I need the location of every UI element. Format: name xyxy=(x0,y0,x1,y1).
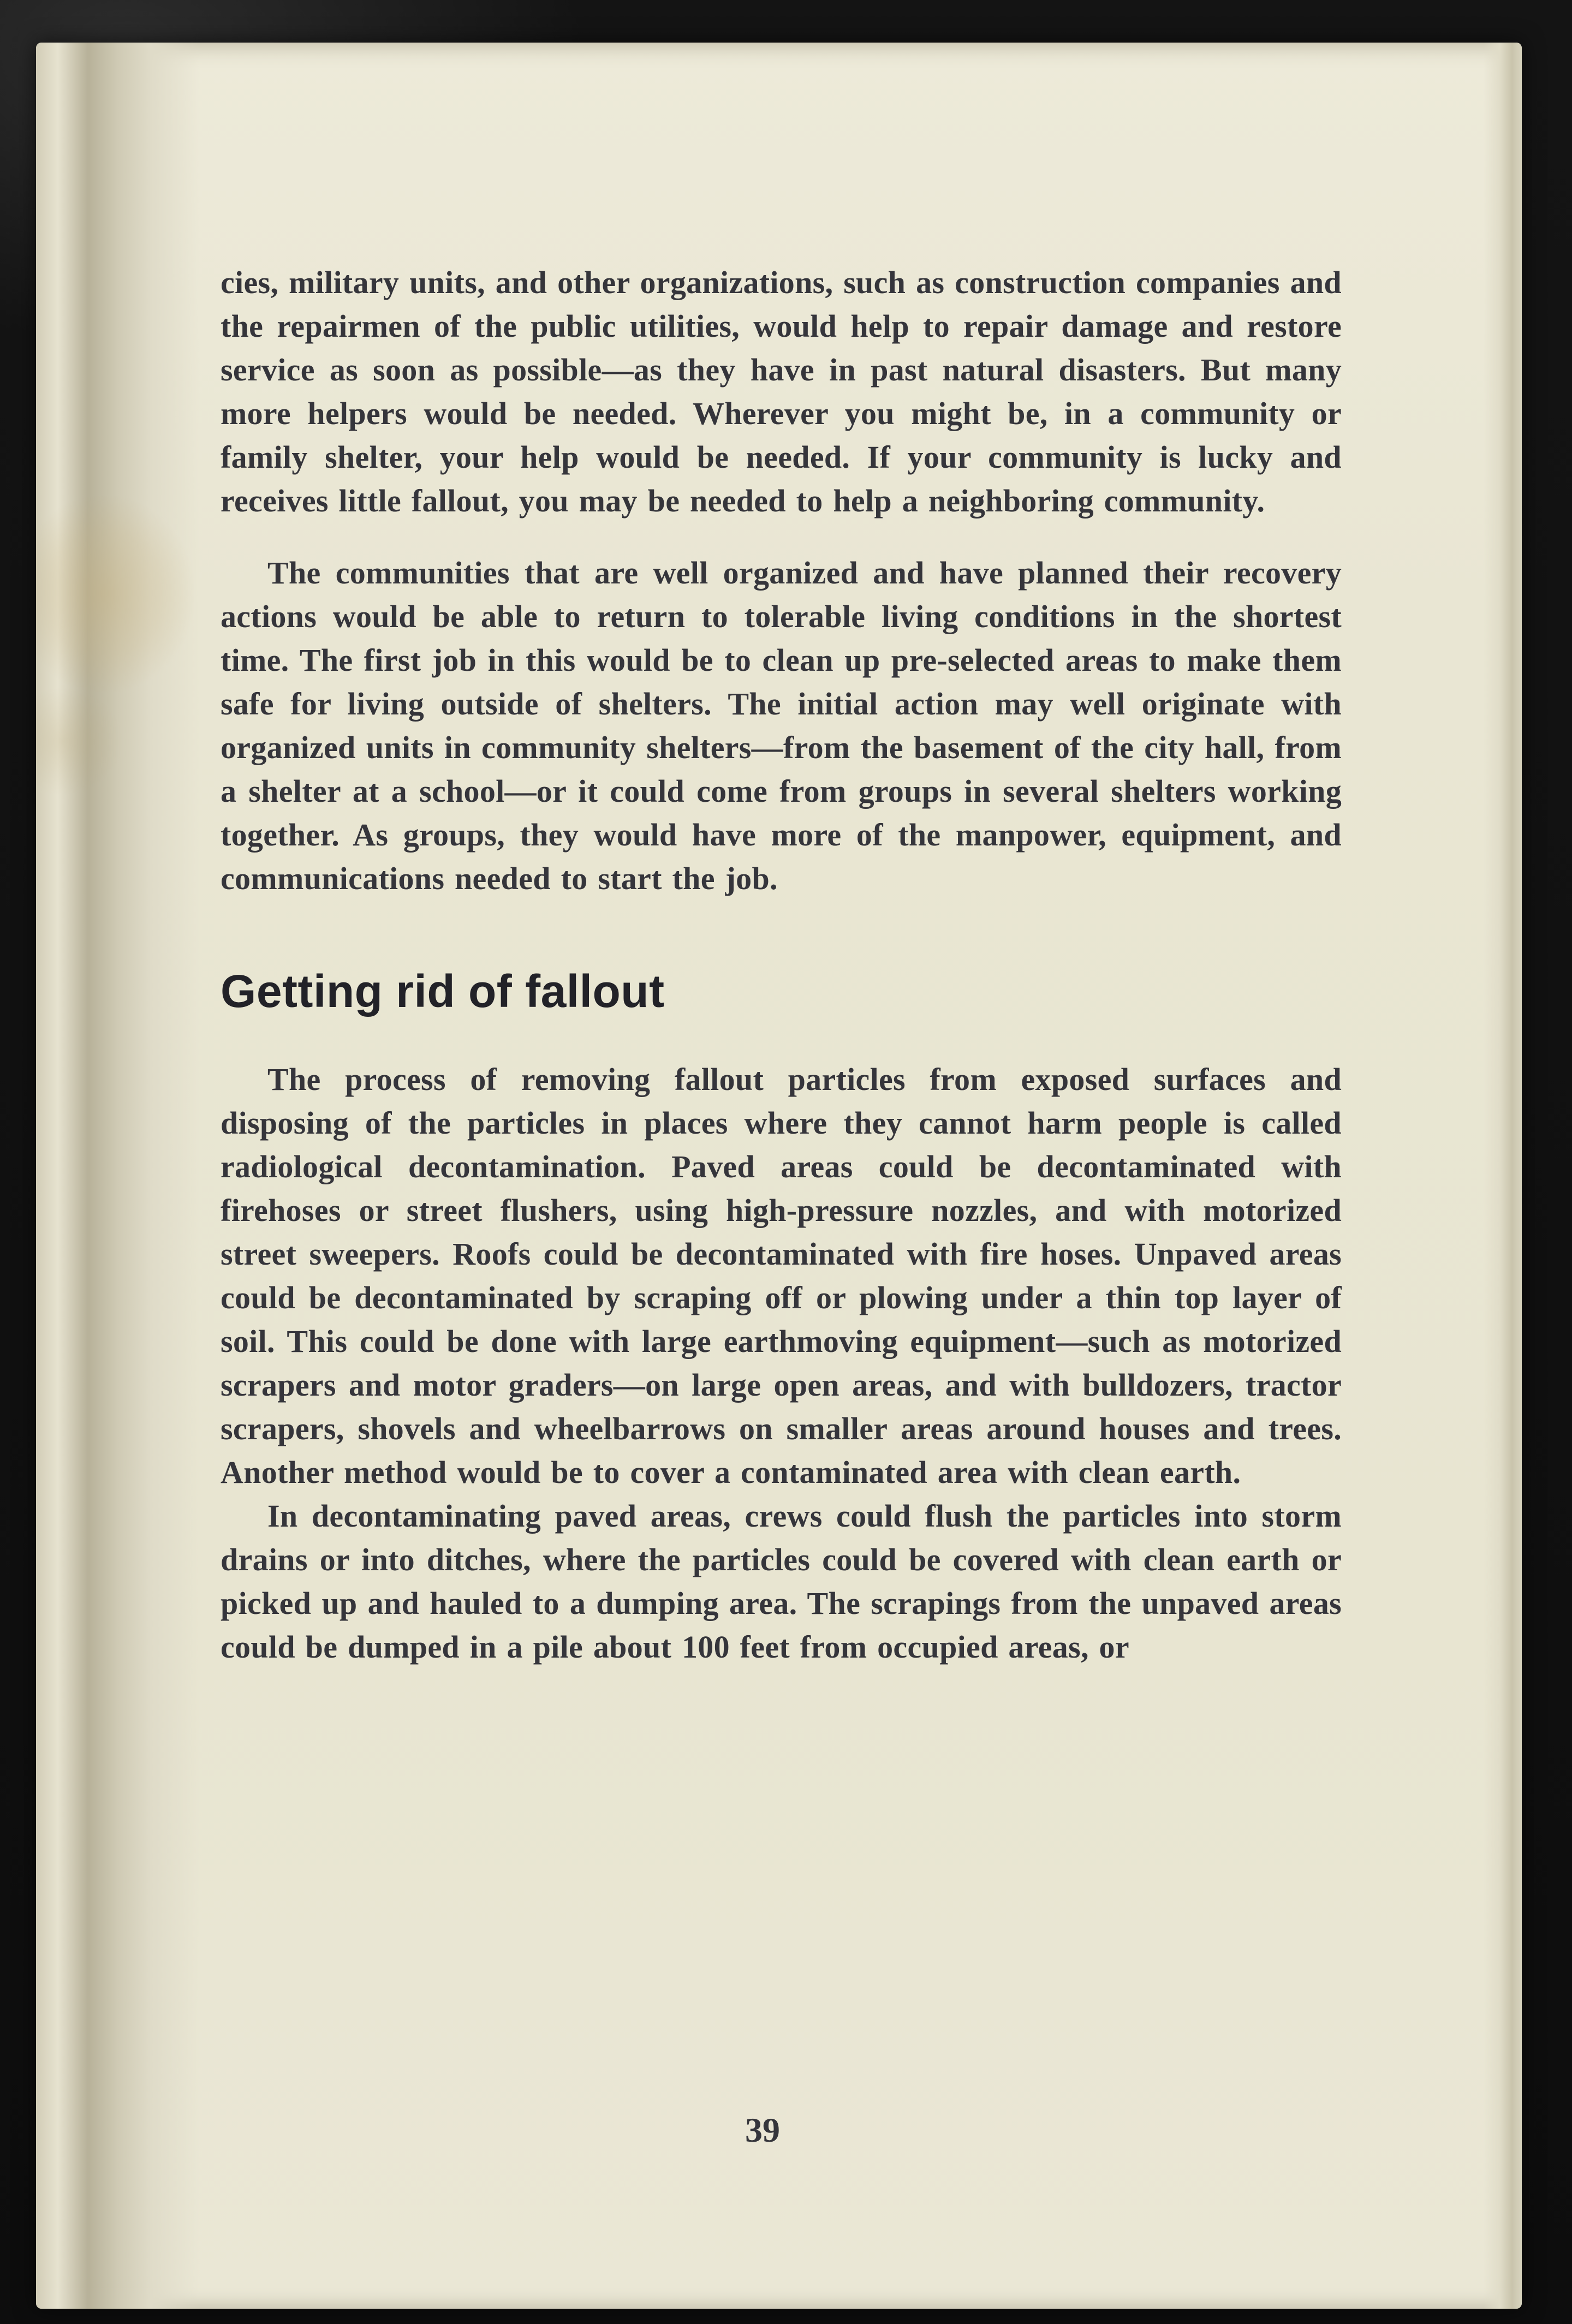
paragraph-paved-areas: In decontaminating paved areas, crews could flush the particles into storm drains or into ditches, where the particles could be covered with clean earth or picked up and hauled to a dumping area. The scrapings from the unpaved areas could be dumped in a pile about 100 feet from occupied areas, or xyxy=(221,1498,1342,1665)
paragraph-communities: The communities that are well organized and have planned their recovery actions would be able to return to tolerable living conditions in the shortest time. The first job in this would be to clean up pre-selected areas to make them safe for living outside of shelters. The initial action may well originate with organized units in community shelters—from the basement of the city hall, from a shelter at a school—or it could come from groups in several shelters working together. As groups, they would have more of the manpower, equipment, and communications needed to start the job. xyxy=(221,555,1342,896)
page-content xyxy=(36,43,1522,1669)
book-page xyxy=(36,43,1522,2309)
paragraph-continuation: cies, military units, and other organizations, such as construction companies and the repairmen of the public utilities, would help to repair damage and restore service as soon as possible—as they have in past natural disasters. But many more helpers would be needed. Wherever you might be, in a community or family shelter, your help would be needed. If your community is lucky and receives little fallout, you may be needed to help a neighboring community. xyxy=(221,265,1342,519)
section-heading-getting-rid-of-fallout: Getting rid of fallout xyxy=(221,966,665,1017)
page-number: 39 xyxy=(745,2111,780,2149)
paragraph-decontamination: The process of removing fallout particles from exposed surfaces and disposing of the particles in places where they cannot harm people is called radiological decontamination. Paved areas could be decontaminated with firehoses or street flushers, using high-pressure nozzles, and with motorized street sweepers. Roofs could be decontaminated with fire hoses. Unpaved areas could be decontaminated by scraping off or plowing under a thin top layer of soil. This could be done with large earthmoving equipment—such as motorized scrapers and motor graders—on large open areas, and with bulldozers, tractor scrapers, shovels and wheelbarrows on smaller areas around houses and trees. Another method would be to cover a contaminated area with clean earth. xyxy=(221,1062,1342,1490)
